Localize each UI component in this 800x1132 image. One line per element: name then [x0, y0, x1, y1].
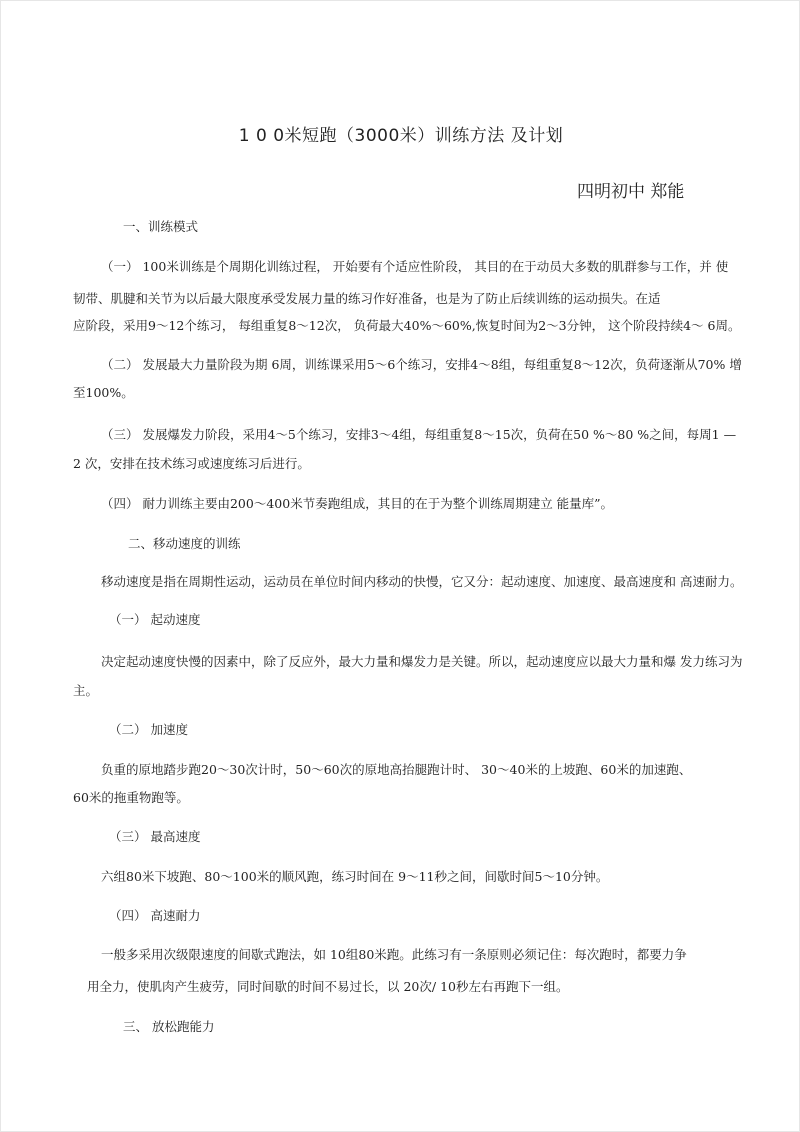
paragraph-4-line-1: （四） 耐力训练主要由200～400米节奏跑组成，其目的在于为整个训练周期建立 能量库”。 — [101, 496, 614, 511]
paragraph-3-line-2: 2 次，安排在技术练习或速度练习后进行。 — [73, 456, 310, 471]
subheading-speed-endurance: （四） 高速耐力 — [109, 908, 201, 923]
paragraph-3-line-1: （三） 发展爆发力阶段，采用4～5个练习，安排3～4组，每组重复8～15次，负荷在50 %～80 %之间，每周1 — — [101, 427, 737, 442]
subheading-start-speed: （一） 起动速度 — [109, 612, 201, 627]
subheading-acceleration: （二） 加速度 — [109, 722, 188, 737]
section-heading-training-mode: 一、训练模式 — [123, 219, 199, 234]
speed-endurance-line-1: 一般多采用次级限速度的间歇式跑法，如 10组80米跑。此练习有一条原则必须记住：每次跑时，都要力争 — [101, 947, 687, 962]
paragraph-1-line-2: 韧带、肌腱和关节为以后最大限度承受发展力量的练习作好准备，也是为了防止后续训练的运动损失。在适 — [73, 291, 661, 306]
acceleration-line-2: 60米的拖重物跑等。 — [73, 790, 189, 805]
paragraph-2-line-1: （二） 发展最大力量阶段为期 6周，训练课采用5～6个练习，安排4～8组，每组重复8～12次，负荷逐渐从70% 增 — [101, 357, 742, 372]
paragraph-1-line-3: 应阶段，采用9～12个练习， 每组重复8～12次， 负荷最大40%～60%,恢复时间为2～3分钟， 这个阶段持续4～ 6周。 — [73, 318, 741, 333]
section-heading-speed-training: 二、移动速度的训练 — [128, 536, 241, 551]
document-author: 四明初中 郑能 — [577, 182, 685, 202]
document-title: 1 0 0米短跑（3000米）训练方法 及计划 — [238, 126, 564, 146]
speed-endurance-line-2: 用全力，使肌肉产生疲劳，同时间歇的时间不易过长，以 20次/ 10秒左右再跑下一组。 — [87, 979, 569, 994]
top-speed-line-1: 六组80米下坡跑、80～100米的顺风跑，练习时间在 9～11秒之间，间歇时间5～10分钟。 — [101, 869, 609, 884]
section-heading-relaxed-running: 三、 放松跑能力 — [123, 1019, 215, 1034]
speed-intro: 移动速度是指在周期性运动，运动员在单位时间内移动的快慢，它又分：起动速度、加速度、最高速度和 高速耐力。 — [101, 574, 743, 589]
start-speed-line-2: 主。 — [73, 683, 99, 698]
acceleration-line-1: 负重的原地踏步跑20～30次计时，50～60次的原地高抬腿跑计时、 30～40米的上坡跑、60米的加速跑、 — [101, 762, 692, 777]
paragraph-2-line-2: 至100%。 — [73, 385, 134, 400]
subheading-top-speed: （三） 最高速度 — [109, 829, 201, 844]
paragraph-1-line-1: （一） 100米训练是个周期化训练过程， 开始要有个适应性阶段， 其目的在于动员大多数的肌群参与工作，并 使 — [101, 259, 729, 274]
start-speed-line-1: 决定起动速度快慢的因素中，除了反应外，最大力量和爆发力是关键。所以，起动速度应以最大力量和爆 发力练习为 — [101, 654, 743, 669]
